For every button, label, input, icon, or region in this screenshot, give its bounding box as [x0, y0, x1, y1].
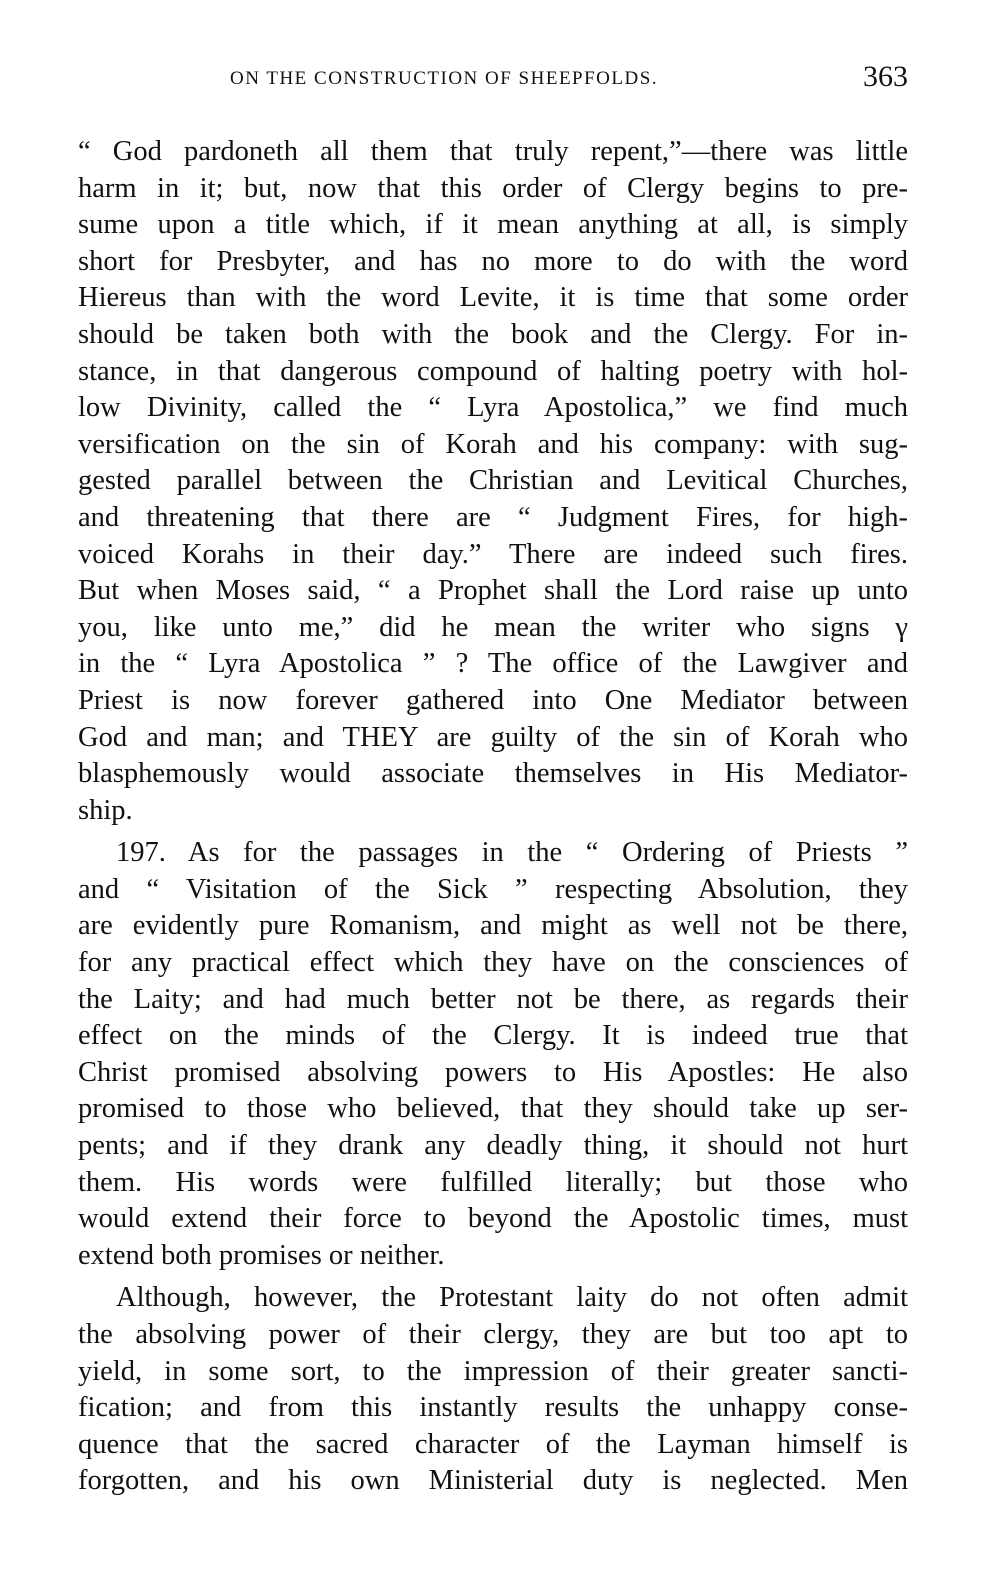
text-line: “ God pardoneth all them that truly repent,”—there was little: [78, 136, 908, 167]
text-line: and threatening that there are “ Judgment Fires, for high-: [78, 501, 908, 533]
text-line: short for Presbyter, and has no more to do with the word: [78, 245, 908, 277]
book-page: [78, 60, 908, 1500]
text-line: 197. As for the passages in the “ Ordering of Priests ”: [116, 837, 908, 869]
paragraph: [78, 1280, 908, 1500]
text-line: extend both promises or neither.: [78, 1239, 445, 1271]
text-line: you, like unto me,” did he mean the writer who signs γ: [78, 611, 908, 643]
page-number: 363: [863, 60, 908, 93]
text-line: God and man; and THEY are guilty of the sin of Korah who: [78, 721, 908, 753]
text-line: and “ Visitation of the Sick ” respecting Absolution, they: [78, 873, 908, 905]
text-line: Priest is now forever gathered into One Mediator between: [78, 684, 908, 716]
text-line: stance, in that dangerous compound of halting poetry with hol-: [78, 355, 908, 387]
text-line: Christ promised absolving powers to His Apostles: He also: [78, 1056, 908, 1088]
text-line: quence that the sacred character of the Layman himself is: [78, 1428, 908, 1460]
text-line: harm in it; but, now that this order of Clergy begins to pre-: [78, 172, 908, 204]
text-line: for any practical effect which they have on the consciences of: [78, 947, 908, 979]
text-line: would extend their force to beyond the Apostolic times, must: [78, 1203, 908, 1235]
text-line: yield, in some sort, to the impression of their greater sancti-: [78, 1355, 908, 1387]
text-line: Although, however, the Protestant laity do not often admit: [116, 1282, 908, 1314]
text-line: effect on the minds of the Clergy. It is indeed true that: [78, 1020, 908, 1052]
text-line: sume upon a title which, if it mean anything at all, is simply: [78, 209, 908, 241]
text-line: should be taken both with the book and the Clergy. For in-: [78, 318, 908, 350]
text-line: blasphemously would associate themselves in His Mediator-: [78, 758, 908, 790]
text-line: forgotten, and his own Ministerial duty is neglected. Men: [78, 1465, 908, 1497]
running-title: ON THE CONSTRUCTION OF SHEEPFOLDS.: [230, 68, 659, 89]
text-line: Hiereus than with the word Levite, it is time that some order: [78, 282, 908, 314]
text-line: them. His words were fulfilled literally; but those who: [78, 1166, 908, 1198]
text-line: promised to those who believed, that they should take up ser-: [78, 1093, 908, 1125]
text-line: in the “ Lyra Apostolica ” ? The office of the Lawgiver and: [78, 648, 908, 680]
text-line: gested parallel between the Christian and Levitical Churches,: [78, 465, 908, 497]
paragraph: [78, 835, 908, 1274]
text-line: versification on the sin of Korah and his company: with sug-: [78, 428, 908, 460]
paragraph: [78, 134, 908, 829]
body-text: [78, 134, 908, 1500]
text-line: are evidently pure Romanism, and might as well not be there,: [78, 910, 908, 942]
text-line: pents; and if they drank any deadly thing, it should not hurt: [78, 1130, 908, 1162]
text-line: But when Moses said, “ a Prophet shall the Lord raise up unto: [78, 575, 908, 607]
text-line: ship.: [78, 794, 133, 826]
text-line: fication; and from this instantly results the unhappy conse-: [78, 1392, 908, 1424]
text-line: low Divinity, called the “ Lyra Apostolica,” we find much: [78, 392, 908, 424]
text-line: voiced Korahs in their day.” There are indeed such fires.: [78, 538, 908, 570]
running-head: [78, 60, 908, 100]
text-line: the absolving power of their clergy, they are but too apt to: [78, 1319, 908, 1350]
text-line: the Laity; and had much better not be there, as regards their: [78, 983, 908, 1015]
